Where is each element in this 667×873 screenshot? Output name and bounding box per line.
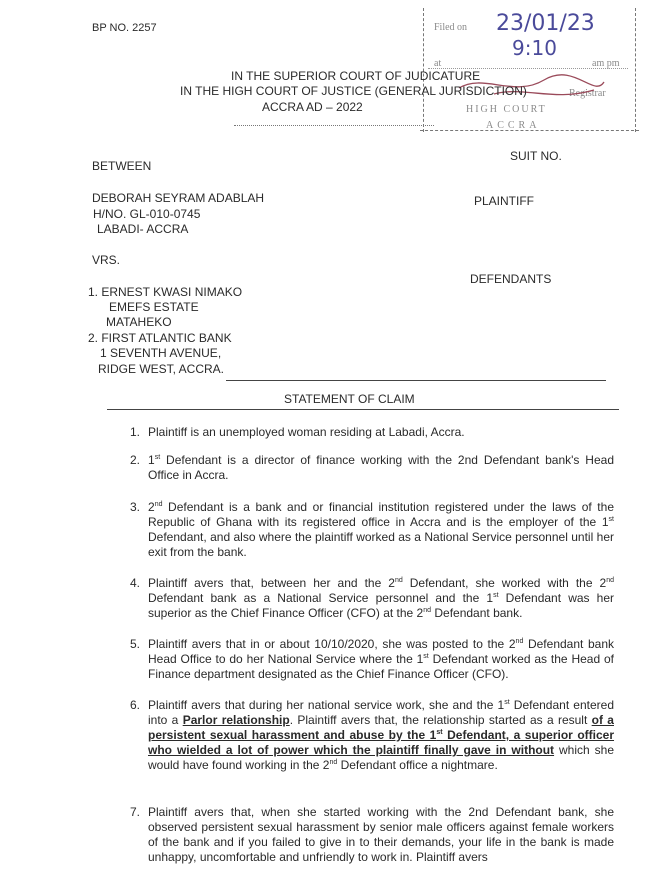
court-title-line2: IN THE HIGH COURT OF JUSTICE (GENERAL JURISDICTION) [180,84,527,98]
section-title-rule [107,409,619,410]
paragraph-text: Plaintiff is an unemployed woman residing at Labadi, Accra. [148,425,465,439]
plaintiff-label: PLAINTIFF [474,194,535,208]
paragraph-text: 1st Defendant is a director of finance working with the 2nd Defendant bank's Head Office in Accra. [148,453,614,482]
plaintiff-address-line2: LABADI- ACCRA [97,222,189,236]
bp-number: BP NO. 2257 [92,22,157,34]
stamp-time: 9:10 [512,36,557,60]
stamp-city: ACCRA [486,120,541,131]
paragraph-text: Plaintiff avers that, between her and the 2nd Defendant, she worked with the 2nd Defendant bank as a National Service personnel and the 1st Defendant was her superior as the Chief Finance Officer (CFO) at the 2nd Defendant bank. [148,576,615,620]
defendants-label: DEFENDANTS [470,272,552,286]
paragraph-text: Plaintiff avers that during her national service work, she and the 1st Defendant entered into a Parlor relationship. Plaintiff avers that, the relationship started as a result of a persistent sexual harassment and abuse by the 1st Defendant, a superior officer who wielded a lot of power which the plaintiff finally gave in without which she would have found working in the 2nd Defendant office a nightmare. [148,698,615,772]
stamp-filed-label: Filed on [434,22,468,33]
paragraph-number: 6. [129,698,140,712]
between-label: BETWEEN [92,159,152,173]
defendant1-name: 1. ERNEST KWASI NIMAKO [88,285,243,299]
parlor-relationship-emphasis: Parlor relationship [182,713,290,727]
paragraph-number: 4. [129,576,140,590]
paragraph-number: 5. [129,637,140,651]
suit-number: SUIT NO. [510,149,562,163]
stamp-court-name: HIGH COURT [466,104,547,115]
harassment-emphasis: of a persistent sexual harassment and abuse by the 1st Defendant, a superior officer who wielded a lot of power which the plaintiff finally gave in without [148,713,615,757]
stamp-at-label: at [434,58,442,69]
stamp-am-pm: am pm [592,58,620,69]
plaintiff-name: DEBORAH SEYRAM ADABLAH [92,191,265,205]
paragraph-text: Plaintiff avers that, when she started working with the 2nd Defendant bank, she observed persistent sexual harassment by senior male officers against female workers of the bank and if you failed to give in to their demands, your life in the bank is made unhappy, uncomfortable and unfriendly to work in. Plaintiff avers [148,805,614,864]
parties-divider [226,380,606,381]
section-title: STATEMENT OF CLAIM [284,392,415,406]
paragraph-number: 2. [129,453,140,467]
stamp-bottom-line [420,130,639,131]
court-title-line3: ACCRA AD – 2022 [262,100,363,114]
defendant1-address-line1: EMEFS ESTATE [109,300,199,314]
paragraph-number: 3. [129,500,140,514]
paragraph-text: 2nd Defendant is a bank and or financial institution registered under the laws of the Republic of Ghana with its registered office in Accra and is the employer of the 1st Defendant, and also where the plaintiff worked as a National Service personnel until her exit from the bank. [148,500,614,559]
versus-label: VRS. [92,253,121,267]
paragraph-number: 7. [129,805,140,819]
stamp-registrar: Registrar [569,88,606,99]
court-title-dotted-rule [234,125,434,126]
court-title-line1: IN THE SUPERIOR COURT OF JUDICATURE [231,69,481,83]
paragraph-text: Plaintiff avers that in or about 10/10/2020, she was posted to the 2nd Defendant bank Head Office to do her National Service where the 1st Defendant worked as the Head of Finance department designated as the Chief Finance Officer (CFO). [148,637,614,681]
stamp-filed-date: 23/01/23 [496,11,595,36]
paragraph-number: 1. [129,425,140,439]
defendant2-address-line2: RIDGE WEST, ACCRA. [98,362,225,376]
defendant2-name: 2. FIRST ATLANTIC BANK [88,331,232,345]
defendant1-address-line2: MATAHEKO [106,315,172,329]
defendant2-address-line1: 1 SEVENTH AVENUE, [100,346,222,360]
plaintiff-address-line1: H/NO. GL-010-0745 [93,207,201,221]
